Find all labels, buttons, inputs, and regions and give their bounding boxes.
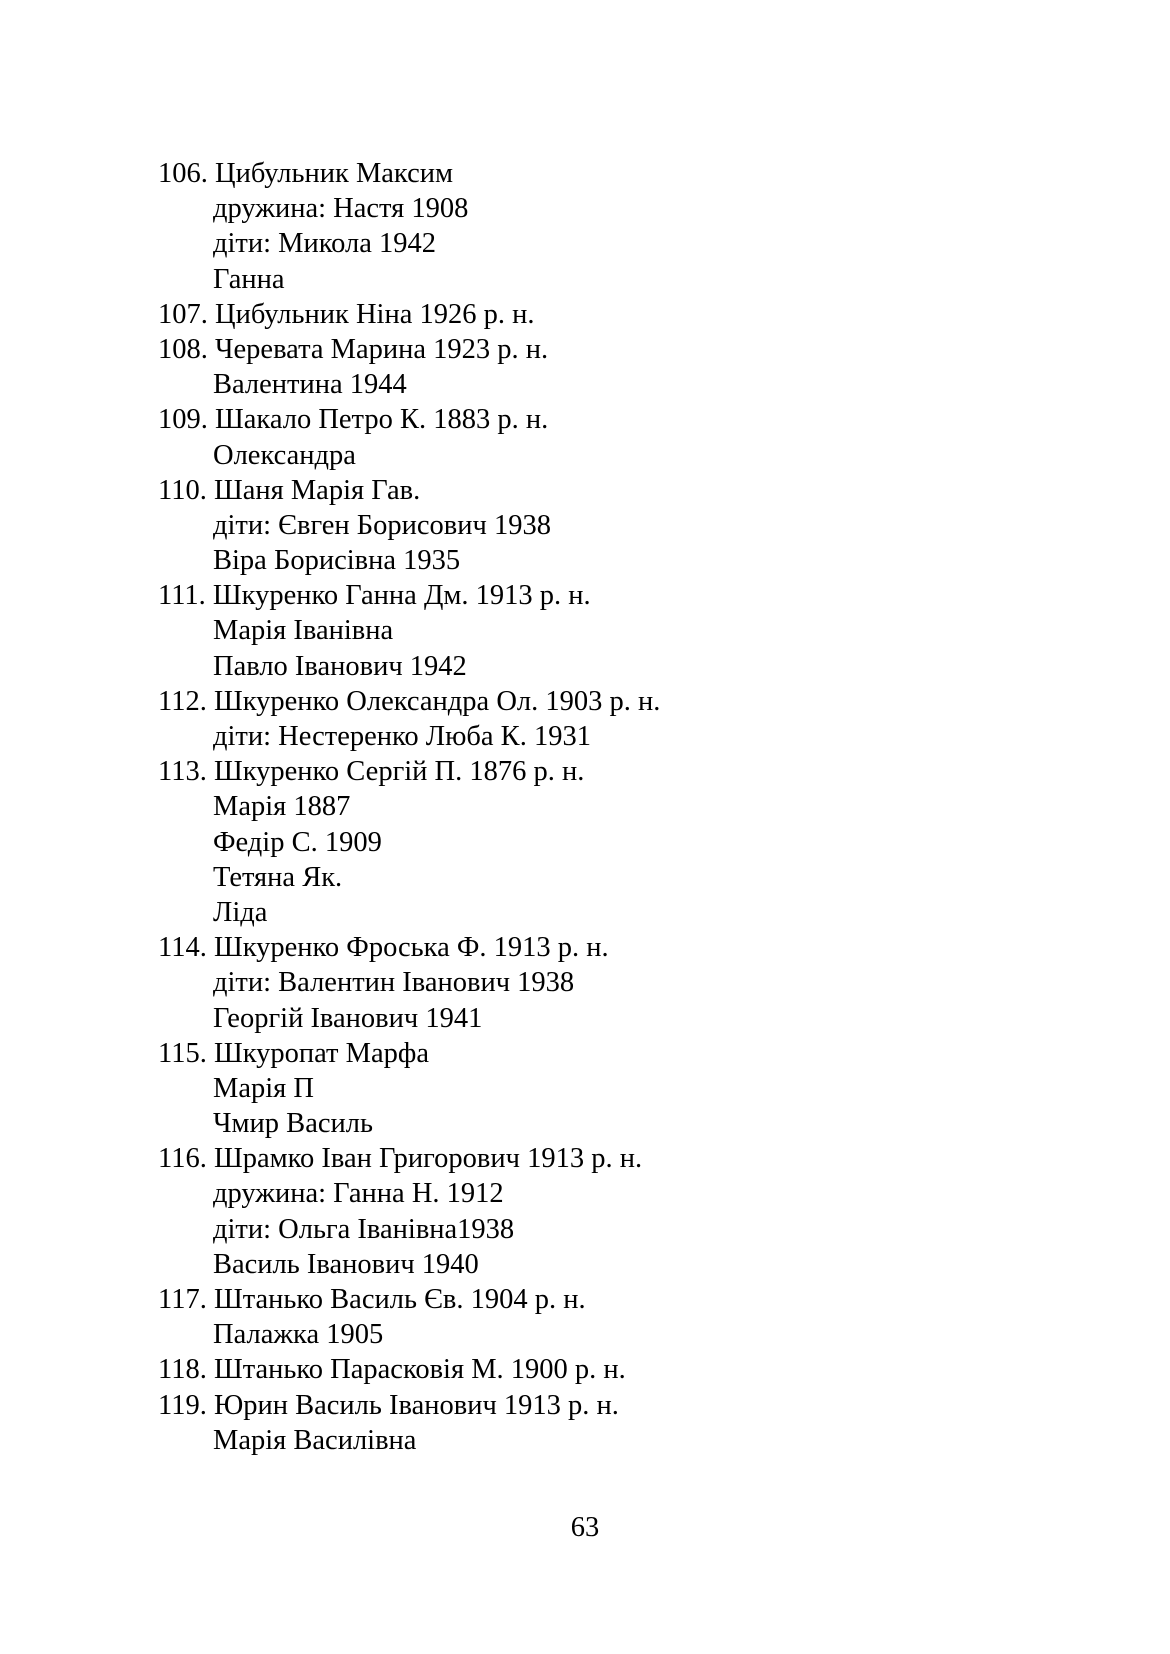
entry-detail: Чмир Василь [213, 1108, 373, 1140]
list-item [158, 754, 660, 930]
entry-detail: Федір С. 1909 [213, 826, 382, 858]
entry-head: 113. Шкуренко Сергій П. 1876 р. н. [158, 756, 585, 788]
list-item [158, 1141, 660, 1282]
entry-detail: Палажка 1905 [213, 1319, 384, 1351]
entry-head: 109. Шакало Петро К. 1883 р. н. [158, 404, 549, 436]
entry-detail: Віра Борисівна 1935 [213, 545, 461, 577]
entry-detail: діти: Микола 1942 [213, 228, 437, 260]
entry-detail: Василь Іванович 1940 [213, 1248, 479, 1280]
entry-detail: Марія Василівна [213, 1424, 417, 1456]
list-item [158, 473, 660, 579]
entry-head: 108. Черевата Марина 1923 р. н. [158, 333, 549, 365]
entry-detail: діти: Ольга Іванівна1938 [213, 1213, 515, 1245]
list-item [158, 297, 660, 332]
entry-head: 117. Штанько Василь Єв. 1904 р. н. [158, 1284, 586, 1315]
entry-head: 112. Шкуренко Олександра Ол. 1903 р. н. [158, 685, 661, 717]
entry-detail: діти: Євген Борисович 1938 [213, 509, 551, 541]
entry-head: 107. Цибульник Ніна 1926 р. н. [158, 298, 535, 330]
entry-detail: діти: Нестеренко Люба К. 1931 [213, 721, 591, 752]
entry-detail: Марія П [213, 1072, 314, 1104]
entry-head: 106. Цибульник Максим [158, 158, 454, 189]
list-item [158, 332, 660, 402]
entry-head: 115. Шкуропат Марфа [158, 1037, 429, 1069]
entry-detail: Валентина 1944 [213, 369, 407, 401]
list-item [158, 1388, 660, 1458]
page-number: 63 [570, 1512, 600, 1543]
entry-detail: Павло Іванович 1942 [213, 650, 467, 682]
entry-head: 114. Шкуренко Фроська Ф. 1913 р. н. [158, 932, 609, 964]
entry-detail: Ганна [213, 263, 285, 295]
list-item [158, 930, 660, 1036]
entry-detail: Георгій Іванович 1941 [213, 1002, 483, 1034]
entry-head: 119. Юрин Василь Іванович 1913 р. н. [158, 1389, 619, 1421]
list-item [158, 1282, 660, 1352]
list-item [158, 684, 660, 754]
entry-head: 116. Шрамко Іван Григорович 1913 р. н. [158, 1143, 643, 1175]
entry-detail: Олександра [213, 439, 356, 471]
list-item [158, 578, 660, 684]
entry-detail: дружина: Настя 1908 [213, 193, 469, 225]
entry-detail: Марія 1887 [213, 791, 351, 823]
entry-head: 118. Штанько Парасковія М. 1900 р. н. [158, 1354, 626, 1386]
entry-detail: діти: Валентин Іванович 1938 [213, 967, 575, 999]
entry-detail: дружина: Ганна Н. 1912 [213, 1178, 504, 1210]
list-item [158, 402, 660, 472]
entry-list [158, 156, 660, 1458]
list-item [158, 156, 660, 297]
entry-detail: Тетяна Як. [213, 861, 343, 893]
entry-head: 110. Шаня Марія Гав. [158, 474, 421, 506]
list-item [158, 1036, 660, 1142]
entry-head: 111. Шкуренко Ганна Дм. 1913 р. н. [158, 580, 591, 612]
list-item [158, 1352, 660, 1387]
entry-detail: Марія Іванівна [213, 615, 394, 647]
entry-detail: Ліда [213, 896, 268, 928]
